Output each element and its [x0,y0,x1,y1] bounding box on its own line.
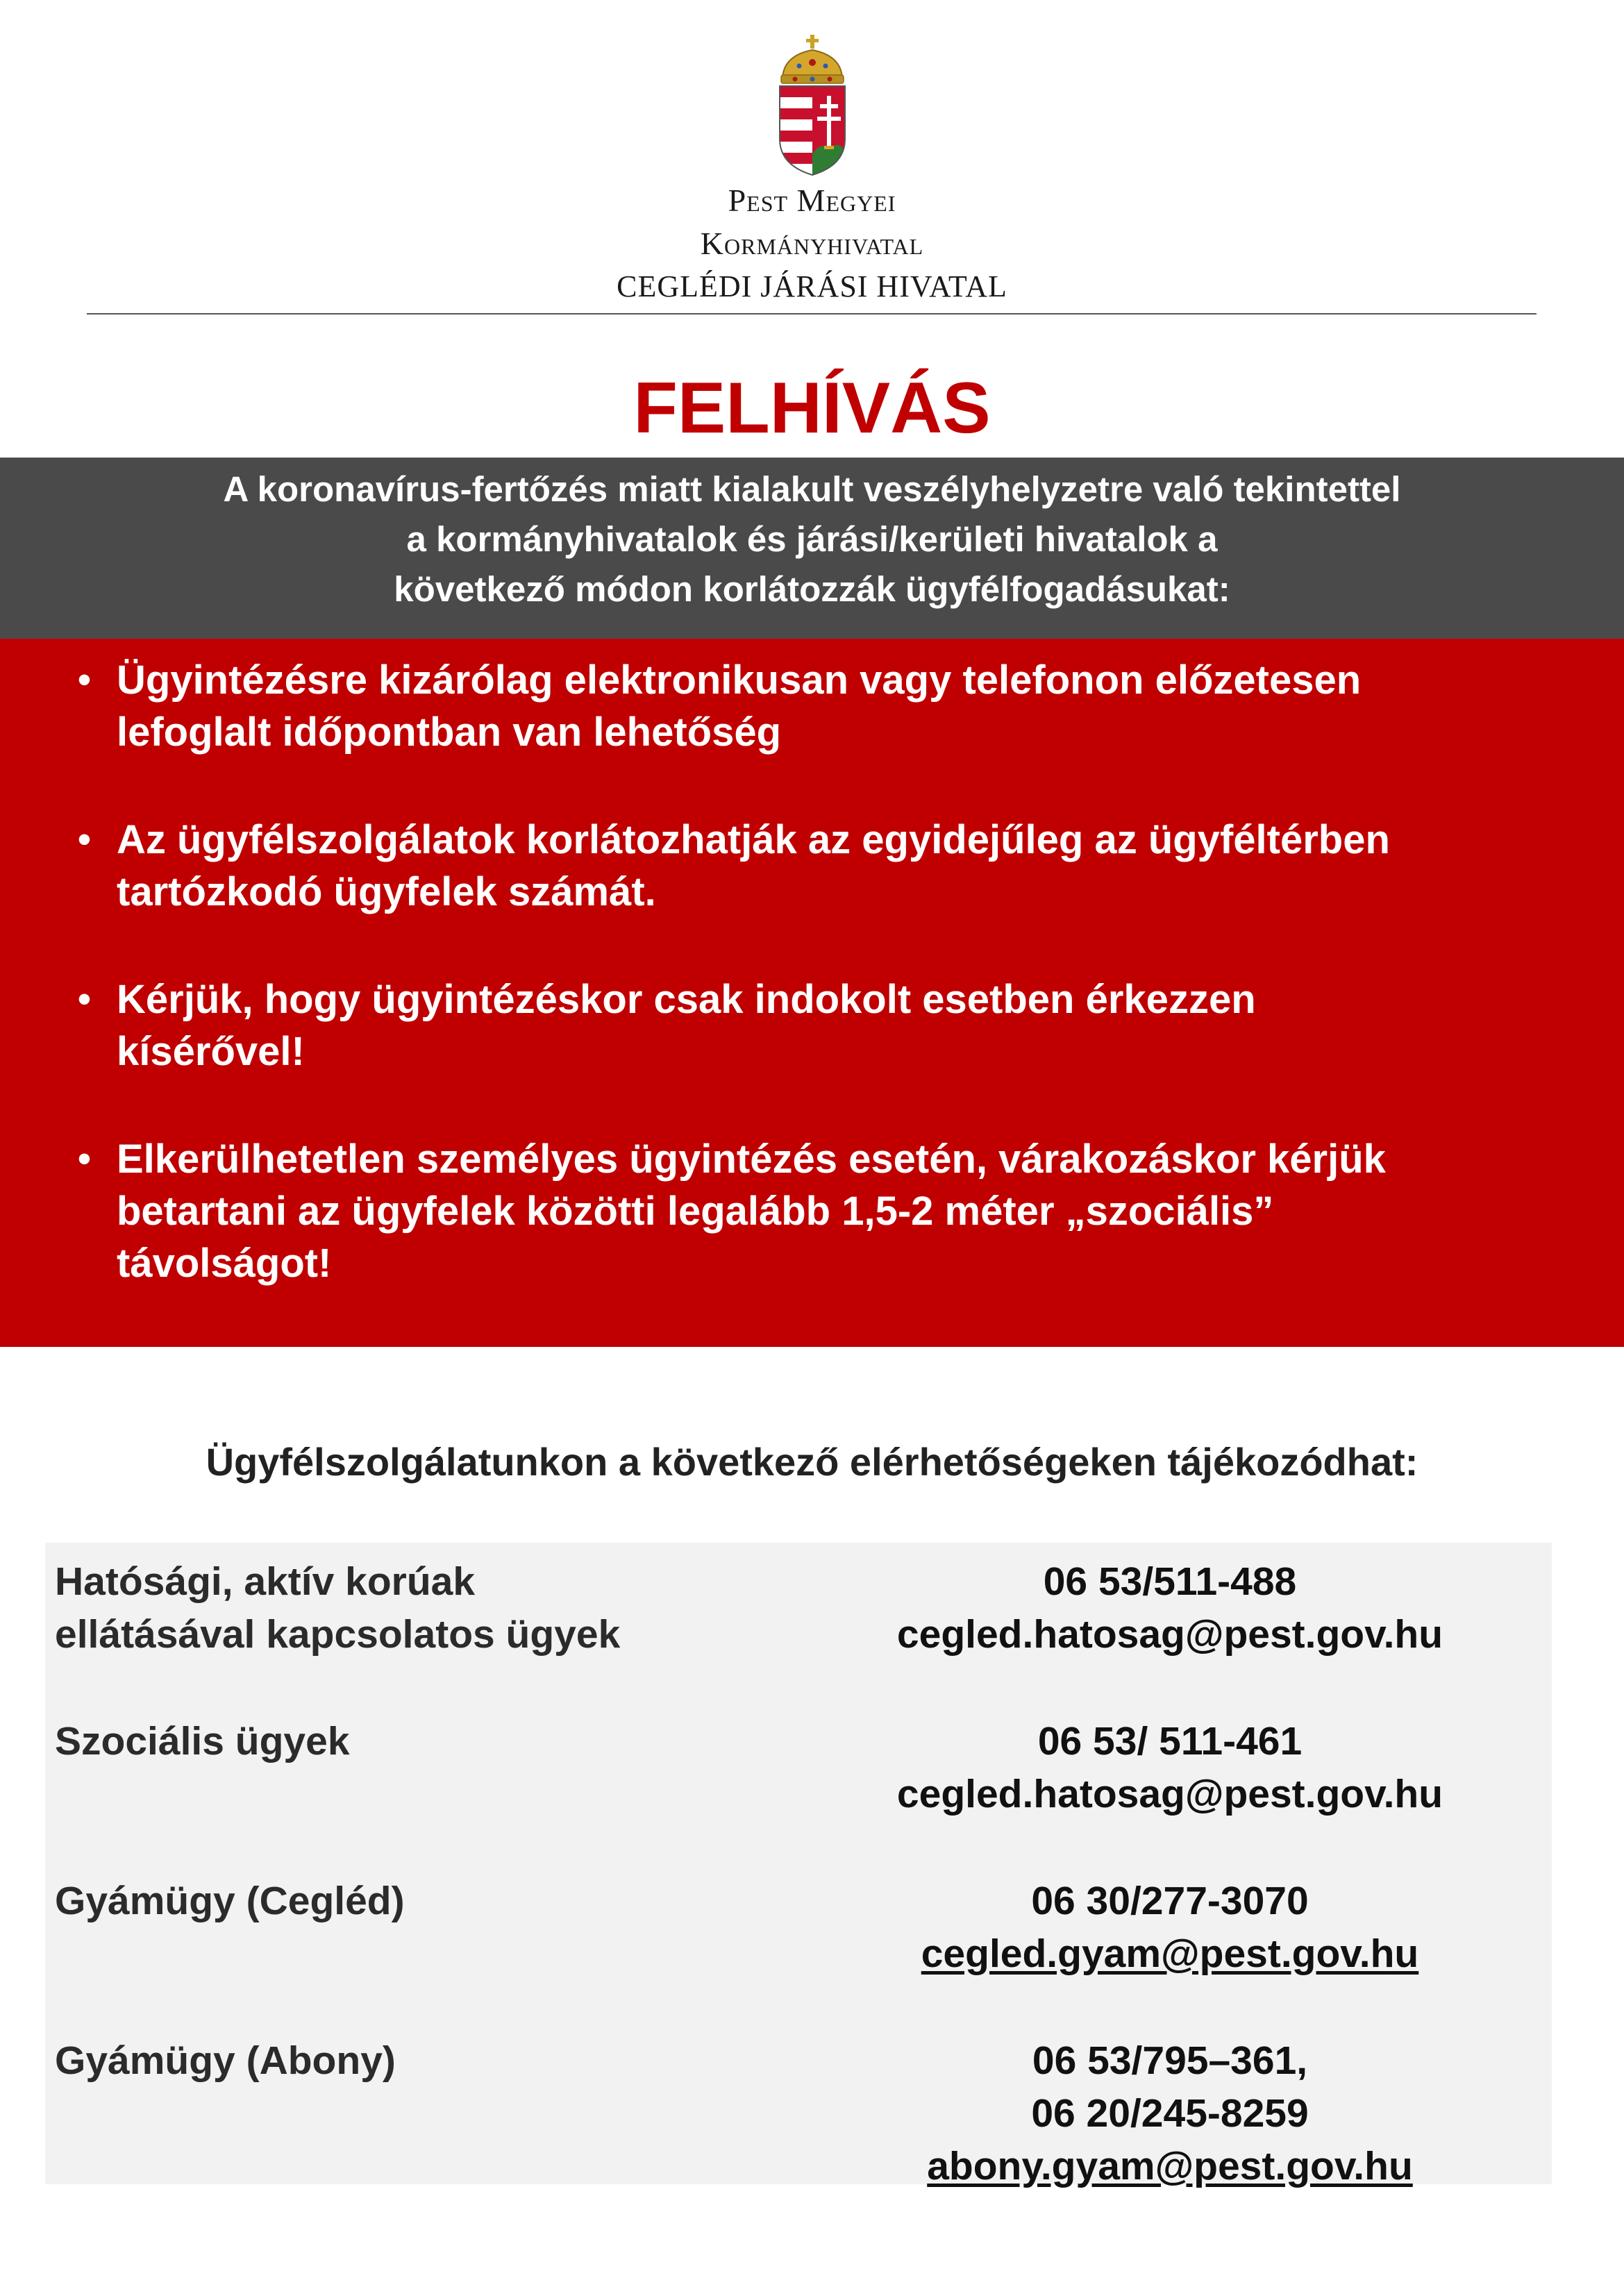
org-line-3: CEGLÉDI JÁRÁSI HIVATAL [617,269,1007,303]
contact-info [788,1715,1552,1820]
rule-line: távolságot! [117,1241,332,1286]
contact-email-link[interactable]: cegled.hatosag@pest.gov.hu [896,1772,1443,1816]
contact-info [788,2034,1552,2193]
contact-label-line: Hatósági, aktív korúak [55,1559,476,1604]
rule-line: lefoglalt időpontban van lehetőség [117,710,782,755]
contact-email-link[interactable]: abony.gyam@pest.gov.hu [927,2144,1413,2188]
contact-label [55,1555,819,1661]
bullet-icon: • [78,978,91,1020]
rule-line: betartani az ügyfelek közötti legalább 1,5-2 méter „szociális” [117,1189,1274,1234]
contact-phone: 06 53/511-488 [1043,1559,1297,1604]
contact-label-line: Gyámügy (Abony) [55,2038,396,2083]
bullet-icon: • [78,659,91,701]
rule-line: tartózkodó ügyfelek számát. [117,869,656,914]
rule-text [117,654,1609,758]
rule-line: kísérővel! [117,1029,305,1074]
rules-band [0,639,1624,1347]
coat-of-arms-logo [774,35,851,177]
hungarian-coat-of-arms-icon [774,35,851,177]
rule-line: Ügyintézésre kizárólag elektronikusan vagy telefonon előzetesen [117,657,1362,703]
organization-name [0,179,1624,308]
rule-line: Az ügyfélszolgálatok korlátozhatják az egyidejűleg az ügyféltérben [117,817,1390,862]
contact-phone: 06 53/ 511-461 [1037,1719,1303,1763]
notice-title: FELHÍVÁS [633,368,991,449]
bullet-icon: • [78,819,91,860]
intro-line: A koronavírus-fertőzés miatt kialakult veszélyhelyzetre való tekintettel [223,469,1401,509]
intro-line: következő módon korlátozzák ügyfélfogadásukat: [394,569,1230,609]
contact-label-line: Szociális ügyek [55,1719,350,1763]
contact-label-line: Gyámügy (Cegléd) [55,1879,405,1923]
bullet-icon: • [78,1138,91,1180]
header-divider [87,313,1537,315]
contact-email-link[interactable]: cegled.gyam@pest.gov.hu [921,1932,1419,1976]
contact-label [55,1715,819,1768]
contact-label [55,2034,819,2087]
intro-band [0,458,1624,639]
contact-email-link[interactable]: cegled.hatosag@pest.gov.hu [896,1612,1443,1657]
rule-line: Elkerülhetetlen személyes ügyintézés esetén, várakozáskor kérjük [117,1137,1386,1182]
contact-label [55,1875,819,1927]
rule-line: Kérjük, hogy ügyintézéskor csak indokolt esetben érkezzen [117,977,1256,1022]
contact-phone: 06 30/277-3070 [1031,1879,1309,1923]
contacts-table [45,1543,1552,2188]
org-line-1: Pest Megyei [728,183,896,218]
contact-info [788,1555,1552,1661]
rule-text [117,973,1609,1078]
intro-line: a kormányhivatalok és járási/kerületi hivatalok a [406,519,1218,559]
contact-phone: 06 20/245-8259 [1031,2091,1309,2136]
contact-phone: 06 53/795–361, [1032,2038,1308,2083]
rule-text [117,814,1609,918]
contact-label-line: ellátásával kapcsolatos ügyek [55,1612,621,1657]
rule-text [117,1133,1609,1289]
contact-info [788,1875,1552,1980]
org-line-2: Kormányhivatal [700,226,924,261]
contacts-heading: Ügyfélszolgálatunkon a következő elérhetőségeken tájékozódhat: [206,1440,1418,1484]
